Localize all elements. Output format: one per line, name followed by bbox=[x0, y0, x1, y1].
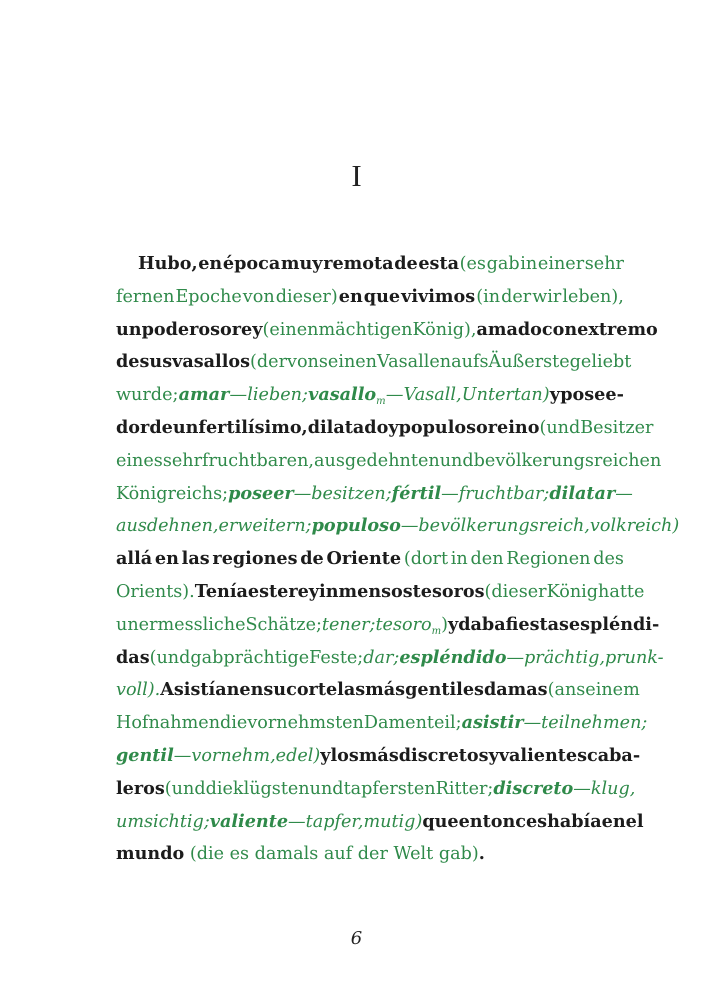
text-line: Hubo, en época muy remota de esta (es gab in einer sehr bbox=[138, 253, 624, 274]
text-line: wurde; amar — lieben; vasallo$_m$ — Vasall, Untertan) y posee- bbox=[116, 384, 624, 408]
gender-subscript: m bbox=[431, 625, 442, 637]
text-line: de sus vasallos (der von seinen Vasallen aufs Äußerste geliebt bbox=[116, 351, 632, 373]
text-line: fernen Epoche von dieser) en que vivimos (in der wir leben), bbox=[116, 285, 624, 307]
text-line: Orients). Tenía este rey inmensos tesoros (dieser König hatte bbox=[116, 580, 645, 602]
text-line: umsichtig; valiente — tapfer, mutig) que entonces había en el bbox=[116, 810, 644, 832]
gender-subscript: m bbox=[376, 396, 386, 408]
text-line: Königreichs; poseer — besitzen; fértil — fruchtbar; dilatar — bbox=[116, 482, 633, 504]
text-line: Hof nahmen die vornehmsten Damen teil; asistir — teilnehmen; bbox=[116, 712, 648, 734]
text-line: dor de un fertilísimo, dilatado y populoso reino (und Besitzer bbox=[116, 416, 654, 438]
text-line: un poderoso rey (einen mächtigen König), amado con extremo bbox=[116, 318, 658, 340]
text-line: ausdehnen, erweitern; populoso — bevölkerungsreich, volkreich) bbox=[116, 515, 680, 537]
bilingual-text bbox=[116, 248, 680, 871]
page-number: 6 bbox=[350, 928, 363, 949]
text-line: leros (und die klügsten und tapfersten Ritter; discreto — klug, bbox=[116, 777, 636, 799]
text-line: eines sehr fruchtbaren, ausgedehnten und bevölkerungsreichen bbox=[116, 450, 662, 471]
text-line: allá en las regiones de Oriente (dort in den Regionen des bbox=[116, 548, 624, 570]
text-line: voll). Asistían en su corte las más gentiles damas (an seinem bbox=[116, 679, 640, 701]
text-line: das (und gab prächtige Feste; dar; espléndido — prächtig, prunk- bbox=[116, 646, 664, 668]
text-line: unermessliche Schätze; tener; tesoro$_m$) y daba fiestas espléndi- bbox=[116, 613, 660, 637]
text-line: mundo (die es damals auf der Welt gab) . bbox=[116, 843, 485, 865]
chapter-number: I bbox=[351, 158, 362, 193]
text-line: gentil — vornehm, edel) y los más discretos y valientes caba- bbox=[116, 744, 641, 766]
